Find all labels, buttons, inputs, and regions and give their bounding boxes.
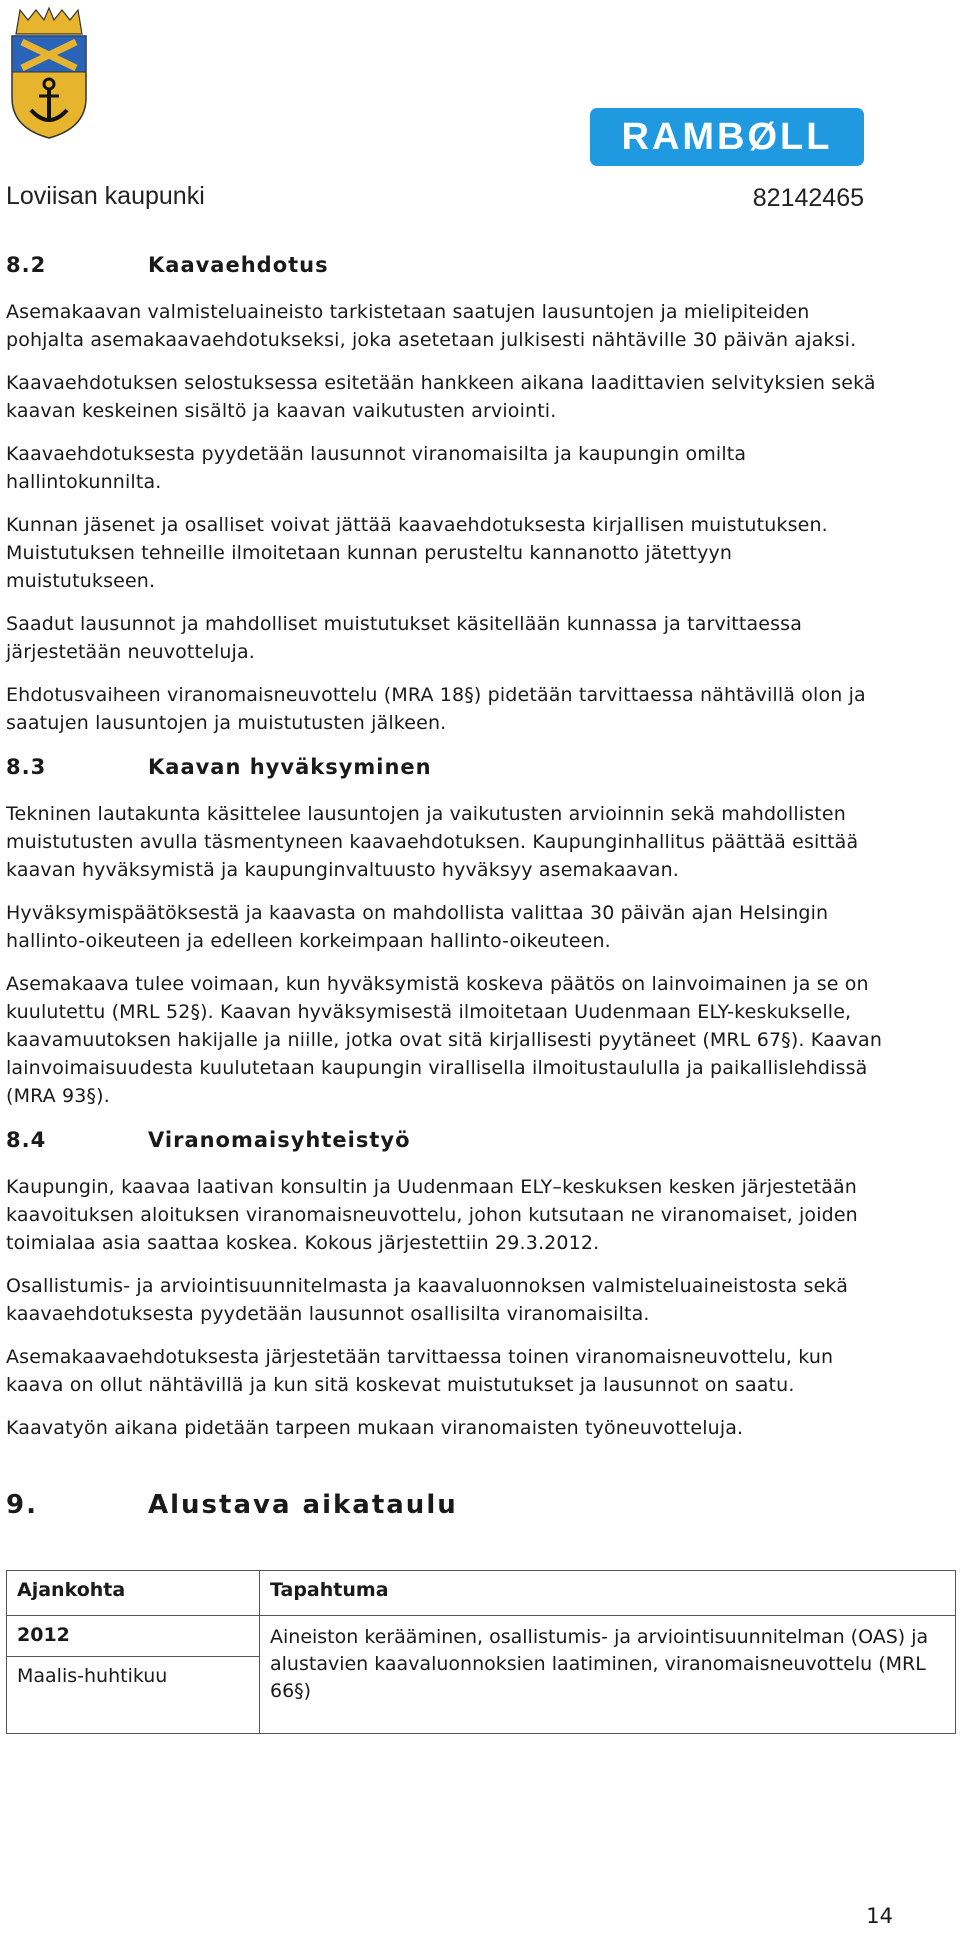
section-title: Viranomaisyhteistyö (148, 1128, 411, 1152)
chapter-heading (6, 1490, 886, 1520)
paragraph: Saadut lausunnot ja mahdolliset muistutukset käsitellään kunnassa ja tarvittaessa järjestetään neuvotteluja. (6, 613, 803, 663)
page-number: 14 (866, 1904, 893, 1928)
paragraph: Ehdotusvaiheen viranomaisneuvottelu (MRA 18§) pidetään tarvittaessa nähtävillä olon ja saatujen lausuntojen ja muistutusten jälkeen. (6, 684, 866, 734)
paragraph: Kaupungin, kaavaa laativan konsultin ja Uudenmaan ELY–keskuksen kesken järjestetään kaavoituksen aloituksen viranomaisneuvottelu, johon kutsutaan ne viranomaiset, joiden toimialaa asia saattaa koskea. Kokous järjestettiin 29.3.2012. (6, 1176, 858, 1254)
table-header-row (7, 1571, 956, 1616)
section-number: 8.4 (6, 1128, 47, 1152)
section-heading (6, 752, 886, 782)
header-project-number: 82142465 (752, 184, 864, 212)
section-title: Kaavaehdotus (148, 253, 329, 277)
section-number: 8.3 (6, 755, 47, 779)
section-heading (6, 1125, 886, 1155)
paragraph: Asemakaavan valmisteluaineisto tarkistetaan saatujen lausuntojen ja mielipiteiden pohjalta asemakaavaehdotukseksi, joka asetetaan julkisesti nähtäville 30 päivän ajaksi. (6, 301, 857, 351)
table-cell-event: Aineiston kerääminen, osallistumis- ja arviointisuunnitelman (OAS) ja alustavien kaavaluonnoksien laatiminen, viranomaisneuvottelu (MRL 66§) (260, 1616, 956, 1734)
table-header-cell: Tapahtuma (260, 1571, 956, 1616)
section-number: 8.2 (6, 253, 47, 277)
paragraph: Asemakaavaehdotuksesta järjestetään tarvittaessa toinen viranomaisneuvottelu, kun kaava on ollut nähtävillä ja kun sitä koskevat muistutukset ja lausunnot on saatu. (6, 1346, 834, 1396)
section-title: Kaavan hyväksyminen (148, 755, 432, 779)
paragraph: Asemakaava tulee voimaan, kun hyväksymistä koskeva päätös on lainvoimainen ja se on kuulutettu (MRL 52§). Kaavan hyväksymisestä ilmoitetaan Uudenmaan ELY-keskukselle, kaavamuutoksen hakijalle ja niille, jotka ovat sitä kirjallisesti pyytäneet (MRL 67§). Kaavan lainvoimaisuudesta kuulutetaan kaupungin virallisella ilmoitustaululla ja paikallislehdissä (MRA 93§). (6, 973, 883, 1107)
table-row (7, 1616, 956, 1657)
paragraph: Kaavaehdotuksen selostuksessa esitetään hankkeen aikana laadittavien selvityksien sekä kaavan keskeinen sisältö ja kaavan vaikutusten arviointi. (6, 372, 876, 422)
table-cell-year: 2012 (7, 1616, 260, 1657)
document-body (6, 250, 929, 1734)
paragraph: Hyväksymispäätöksestä ja kaavasta on mahdollista valittaa 30 päivän ajan Helsingin hallinto-oikeuteen ja edelleen korkeimpaan hallinto-oikeuteen. (6, 902, 829, 952)
paragraph: Kaavaehdotuksesta pyydetään lausunnot viranomaisilta ja kaupungin omilta hallintokunnilta. (6, 443, 747, 493)
paragraph: Osallistumis- ja arviointisuunnitelmasta ja kaavaluonnoksen valmisteluaineistosta sekä kaavaehdotuksesta pyydetään lausunnot osallisilta viranomaisilta. (6, 1275, 849, 1325)
schedule-table (6, 1570, 956, 1734)
paragraph: Kunnan jäsenet ja osalliset voivat jättää kaavaehdotuksesta kirjallisen muistutuksen. Muistutuksen tehneille ilmoitetaan kunnan perusteltu kannanotto jätettyyn muistutukseen. (6, 514, 828, 592)
paragraph: Tekninen lautakunta käsittelee lausuntojen ja vaikutusten arvioinnin sekä mahdollisten muistutusten avulla täsmentyneen kaavaehdotuksen. Kaupunginhallitus päättää esittää kaavan hyväksymistä ja kaupunginvaltuusto hyväksyy asemakaavan. (6, 803, 859, 881)
section-heading (6, 250, 886, 280)
header-organization: Loviisan kaupunki (6, 182, 205, 210)
loviisa-crest-icon (6, 6, 92, 140)
chapter-title: Alustava aikataulu (148, 1490, 458, 1520)
table-cell-period: Maalis-huhtikuu (7, 1657, 260, 1734)
chapter-number: 9. (6, 1490, 38, 1520)
table-header-cell: Ajankohta (7, 1571, 260, 1616)
ramboll-logo: RAMBØLL (590, 108, 864, 166)
paragraph: Kaavatyön aikana pidetään tarpeen mukaan viranomaisten työneuvotteluja. (6, 1417, 744, 1439)
